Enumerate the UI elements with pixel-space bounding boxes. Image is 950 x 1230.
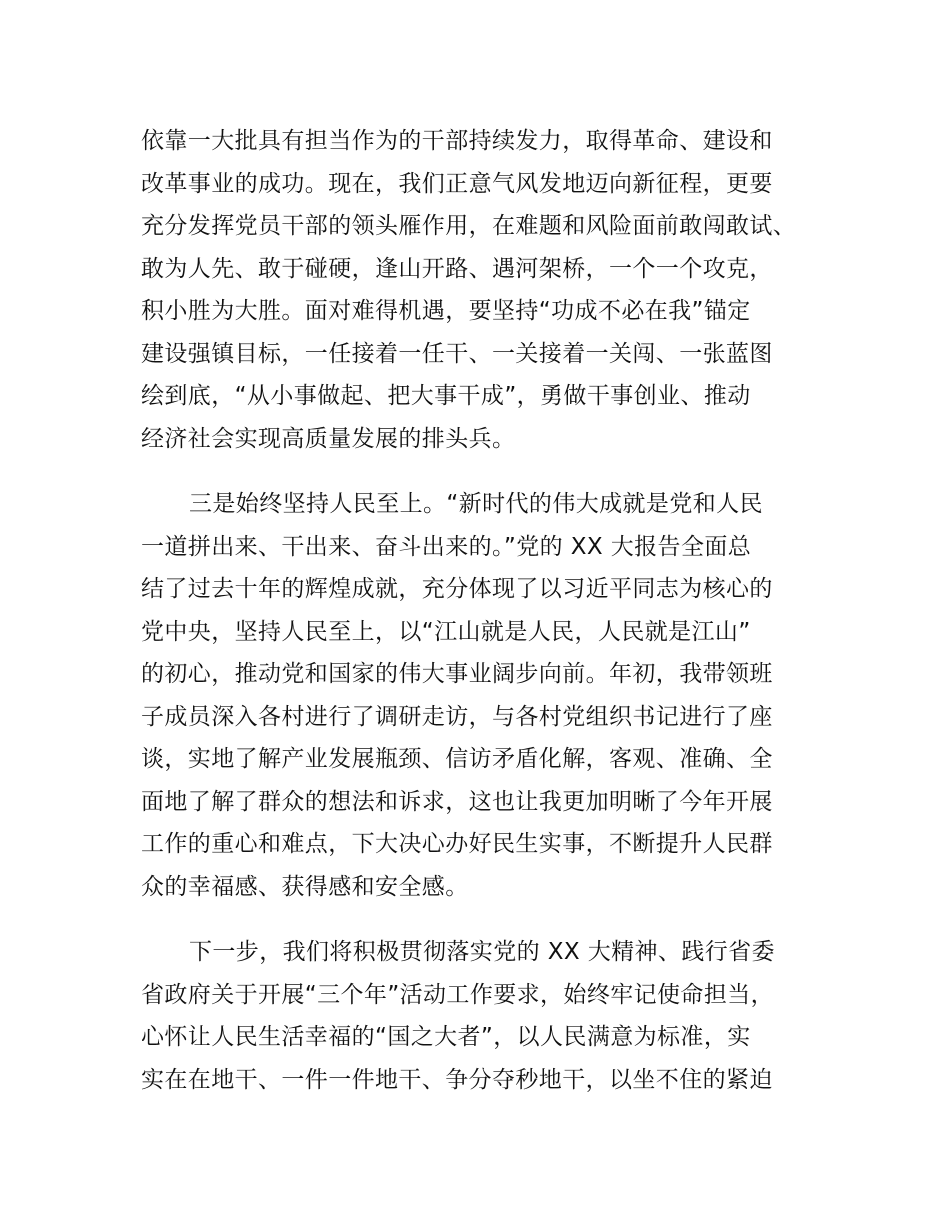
paragraph-line: 心怀让人民生活幸福的“国之大者”，以人民满意为标准，实	[141, 1024, 751, 1050]
paragraph-line: 经济社会实现高质量发展的排头兵。	[141, 426, 516, 452]
paragraph-line: 实在在地干、一件一件地干、争分夺秒地干，以坐不住的紧迫	[141, 1067, 773, 1093]
paragraph-line: 的初心，推动党和国家的伟大事业阔步向前。年初，我带领班	[141, 661, 773, 687]
paragraph-line: 建设强镇目标，一任接着一任干、一关接着一关闯、一张蓝图	[141, 341, 773, 367]
paragraph-line: 结了过去十年的辉煌成就，充分体现了以习近平同志为核心的	[141, 576, 773, 602]
paragraph-line: 绘到底，“从小事做起、把大事干成”，勇做干事创业、推动	[141, 383, 751, 409]
paragraph-line: 依靠一大批具有担当作为的干部持续发力，取得革命、建设和	[141, 128, 773, 154]
paragraph-line: 三是始终坚持人民至上。“新时代的伟大成就是党和人民	[189, 491, 763, 517]
paragraph-line: 谈，实地了解产业发展瓶颈、信访矛盾化解，客观、准确、全	[141, 746, 773, 772]
paragraph-line: 改革事业的成功。现在，我们正意气风发地迈向新征程，更要	[141, 171, 773, 197]
paragraph-line: 一道拼出来、干出来、奋斗出来的。”党的 XX 大报告全面总	[141, 534, 752, 560]
paragraph-line: 党中央，坚持人民至上，以“江山就是人民，人民就是江山”	[141, 619, 751, 645]
paragraph-line: 下一步，我们将积极贯彻落实党的 XX 大精神、践行省委	[189, 939, 775, 965]
paragraph-line: 子成员深入各村进行了调研走访，与各村党组织书记进行了座	[141, 704, 773, 730]
paragraph-line: 充分发挥党员干部的领头雁作用，在难题和风险面前敢闯敢试、	[141, 213, 797, 239]
paragraph-line: 积小胜为大胜。面对难得机遇，要坚持“功成不必在我”锚定	[141, 298, 751, 324]
paragraph-line: 敢为人先、敢于碰硬，逢山开路、遇河架桥，一个一个攻克，	[141, 256, 773, 282]
paragraph-line: 省政府关于开展“三个年”活动工作要求，始终牢记使命担当，	[141, 982, 775, 1008]
paragraph-line: 工作的重心和难点，下大决心办好民生实事，不断提升人民群	[141, 831, 773, 857]
paragraph-line: 面地了解了群众的想法和诉求，这也让我更加明晰了今年开展	[141, 789, 773, 815]
paragraph-line: 众的幸福感、获得感和安全感。	[141, 874, 469, 900]
